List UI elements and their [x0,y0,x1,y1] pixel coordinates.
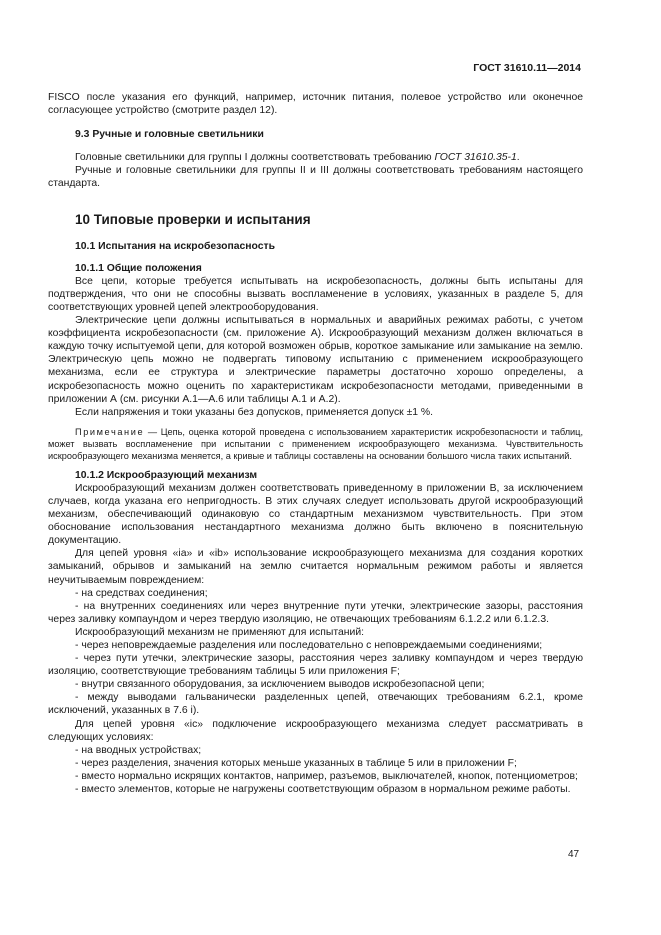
section-10-1-2-heading: 10.1.2 Искрообразующий механизм [75,469,258,481]
section-10-1-1-heading: 10.1.1 Общие положения [75,262,202,274]
list-item: - вместо элементов, которые не нагружены соответствующим образом в нормальном режиме работы. [75,784,571,796]
p1-text-after: . [516,152,520,164]
p1-text-before: Головные светильники для группы I должны соответствовать требованию [75,152,435,164]
document-code-header: ГОСТ 31610.11—2014 [473,62,581,74]
list-item: - между выводами гальванически разделенных цепей, отвечающих требованиям 6.2.1, кроме исключений, указанных в 7.6 i). [48,692,583,717]
note-paragraph [48,426,583,462]
note-label: Примечание [75,426,145,437]
list-item: - вместо нормально искрящих контактов, например, разъемов, выключателей, кнопок, потенциометров; [75,770,578,782]
list-item: - на внутренних соединениях или через внутренние пути утечки, электрические зазоры, расстояния через заливку компаундом и через твердую изоляцию, не отвечающих требованиям 6.1.2.2 или 6.1.2.3. [48,600,583,625]
section-10-1-heading: 10.1 Испытания на искробезопасность [75,240,276,252]
section-9-3-heading: 9.3 Ручные и головные светильники [75,129,264,141]
section-10-1-2-paragraph-3: Искрообразующий механизм не применяют для испытаний: [75,626,365,638]
section-10-1-1-paragraph-1: Все цепи, которые требуется испытывать на искробезопасность, должны быть испытаны для подтверждения, что они не способны вызвать воспламенение в условиях, указанных в разделе 5, для соответствующих уровней цепей электрооборудования. [48,275,583,313]
intro-paragraph: FISCO после указания его функций, например, источник питания, полевое устройство или оконечное согласующее устройство (смотрите раздел 12). [48,92,583,117]
list-item: - через разделения, значения которых меньше указанных в таблице 5 или в приложении F; [75,757,517,769]
list-item: - на средствах соединения; [75,587,208,599]
section-10-1-1-paragraph-2: Электрические цепи должны испытываться в нормальных и аварийных режимах работы, с учетом коэффициента искробезопасности (см. приложение А). Искрообразующий механизм должен включаться в каждую точку испытуемой цепи, для которой возможен обрыв, короткое замыкание или замыкание на землю. Электрическую цепь можно не подвергать типовому испытанию с применением искрообразующего механизма, если ее структура и электрические параметры достаточно хорошо определены, а искробезопасность можно оценить по характеристикам искробезопасности методами, приведенными в приложении А (см. рисунки А.1—А.6 или таблицы А.1 и А.2). [48,315,583,405]
section-10-1-2-paragraph-2: Для цепей уровня «ia» и «ib» использование искрообразующего механизма для создания коротких замыканий, обрывов и замыканий на землю считается нормальным режимом работы и является неучитываемым повреждением: [48,548,583,586]
section-9-3-paragraph-2: Ручные и головные светильники для группы II и III должны соответствовать требованиям настоящего стандарта. [48,165,583,190]
section-10-1-1-paragraph-3: Если напряжения и токи указаны без допусков, применяется допуск ±1 %. [75,406,434,418]
list-item: - на вводных устройствах; [75,744,202,756]
list-item: - через пути утечки, электрические зазоры, расстояния через заливку компаундом и через твердую изоляцию, соответствующие требованиям таблицы 5 или приложения F; [48,653,583,678]
section-9-3-paragraph-1 [48,151,583,164]
standard-reference: ГОСТ 31610.35-1 [434,152,517,164]
page-content [48,91,583,796]
note-text: — Цепь, оценка которой проведена с использованием характеристик искробезопасности и таблиц, может вызвать воспламенение при испытании с применением искрообразующего механизма. Чувствительность искрообразующего механизма меняется, а кривые и таблицы составлены на основании большого числа таких испытаний. [48,426,583,461]
section-10-heading: 10 Типовые проверки и испытания [75,211,311,227]
section-10-1-2-paragraph-1: Искрообразующий механизм должен соответствовать приведенному в приложении В, за исключением случаев, когда указана его непригодность. В этих случаях следует использовать другой искрообразующий механизм, обеспечивающий одинаковую со стандартным механизмом чувствительность. При этом обоснование использования нестандартного механизма должно быть включено в пояснительную документацию. [48,482,583,547]
list-item: - внутри связанного оборудования, за исключением выводов искробезопасной цепи; [75,679,485,691]
page-number: 47 [568,849,580,860]
list-item: - через неповреждаемые разделения или последовательно с неповреждаемыми соединениями; [75,640,543,651]
section-10-1-2-paragraph-4: Для цепей уровня «ic» подключение искрообразующего механизма следует рассматривать в следующих условиях: [48,718,583,743]
